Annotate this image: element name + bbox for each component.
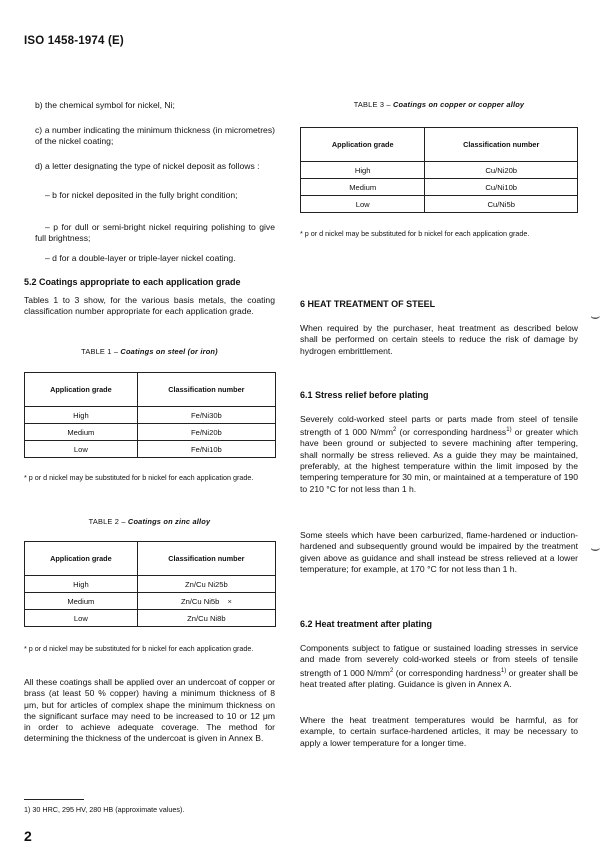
section-6-1-text-2: Some steels which have been carburized, flame-hardened or induction-hardened and subsequently ground would be impaired by the treatment given above as guidance and shall instead be stress relieved at a lower temperature; for example, at 170 °C for not less than 1 h. [300,530,578,574]
table-2-header-grade: Application grade [25,542,138,576]
table-2-header-number: Classification number [137,542,275,576]
table-1 [24,372,276,458]
undercoat-paragraph: All these coatings shall be applied over an undercoat of copper or brass (at least 50 % copper) having a minimum thickness of 8 μm, but for articles of complex shape the minimum thickness on the significant surface may need to be increased to 10 or 12 μm in order to achieve adequate coverage. The method for determining the thickness of the undercoat is given in Annex B. [24,677,275,744]
section-6-1-heading: 6.1 Stress relief before plating [300,390,429,400]
margin-mark: ⌣ [590,308,601,325]
table-row: High Cu/Ni20b [301,162,578,179]
list-item-b: b) the chemical symbol for nickel, Ni; [35,100,175,110]
page-number: 2 [24,828,32,844]
table-3-header-number: Classification number [425,128,578,162]
document-header: ISO 1458-1974 (E) [24,35,124,47]
footnote: 1) 30 HRC, 295 HV, 280 HB (approximate values). [24,805,185,814]
list-dash-b: – b for nickel deposited in the fully bright condition; [45,190,238,200]
section-6-heading: 6 HEAT TREATMENT OF STEEL [300,299,436,309]
table-1-header-grade: Application grade [25,373,138,407]
list-dash-p: – p for dull or semi-bright nickel requiring polishing to give full brightness; [35,222,275,244]
handwritten-x-mark: × [227,596,232,606]
section-5-2-text: Tables 1 to 3 show, for the various basis metals, the coating classification number appropriate for each application grade. [24,295,275,317]
section-6-2-heading: 6.2 Heat treatment after plating [300,619,433,629]
margin-mark: ⌣ [590,540,601,557]
table-2 [24,541,276,627]
table-row: High Fe/Ni30b [25,407,276,424]
table-3-header-grade: Application grade [301,128,425,162]
section-6-2-text-2: Where the heat treatment temperatures would be harmful, as for example, to certain surface-hardened articles, it may be necessary to apply a lower temperature for a longer time. [300,715,578,748]
list-item-d: d) a letter designating the type of nickel deposit as follows : [35,161,260,171]
section-5-2-heading: 5.2 Coatings appropriate to each application grade [24,277,241,287]
table-row: Medium Fe/Ni20b [25,424,276,441]
table-2-caption: TABLE 2 – Coatings on zinc alloy [88,517,211,526]
table-row: Low Cu/Ni5b [301,196,578,213]
footnote-rule [24,799,84,800]
section-6-2-text-1: Components subject to fatigue or sustained loading stresses in service and made from severely cold-worked steels or from steels of tensile strength of 1 000 $N/mm^2$ (or corresponding hardness$^{1)}$ or greater shall be heat treated after plating. Guidance is given in Annex A. [300,643,579,689]
table-row: Low Zn/Cu Ni8b [25,610,276,627]
table-row: High Zn/Cu Ni25b [25,576,276,593]
table-1-note: * p or d nickel may be substituted for b nickel for each application grade. [24,473,254,483]
table-row: Medium Cu/Ni10b [301,179,578,196]
table-row: Low Fe/Ni10b [25,441,276,458]
table-1-header-number: Classification number [137,373,275,407]
list-dash-d: – d for a double-layer or triple-layer nickel coating. [45,253,236,263]
table-row: Medium Zn/Cu Ni5b × [25,593,276,610]
table-3-caption: TABLE 3 – Coatings on copper or copper alloy [353,100,525,109]
list-item-c: c) a number indicating the minimum thickness (in micrometres) of the nickel coating; [35,125,275,147]
table-3 [300,127,578,213]
table-2-note: * p or d nickel may be substituted for b nickel for each application grade. [24,644,254,654]
table-1-caption: TABLE 1 – Coatings on steel (or iron) [81,347,218,356]
section-6-text: When required by the purchaser, heat treatment as described below shall be performed on certain steels to reduce the risk of damage by hydrogen embrittlement. [300,323,578,356]
section-6-1-text-1: Severely cold-worked steel parts or parts made from steel of tensile strength of 1 000 $N/mm^2$ (or corresponding hardness$^{1)}$ or greater which have been ground or subjected to severe machining after tempering, shall normally be stress relieved. As a guide they may be maintained, preferably, at the highest temperature within the limit imposed by the tempering temperature for 30 min, or maintained at a temperature of 190 to 210 °C for not less than 1 h. [300,414,578,494]
table-3-note: * p or d nickel may be substituted for b nickel for each application grade. [300,229,530,239]
